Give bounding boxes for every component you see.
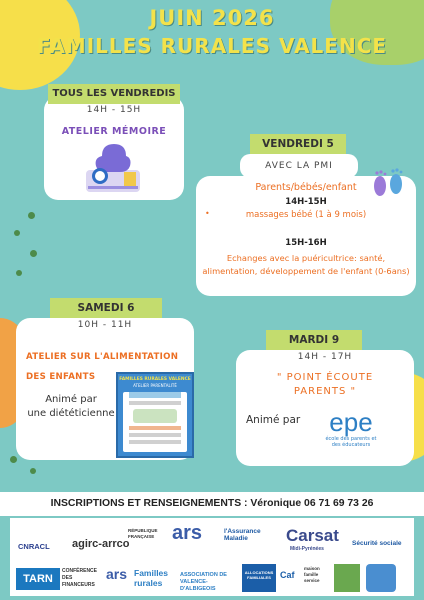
deco-dot bbox=[28, 212, 35, 219]
tag-friday-5: VENDREDI 5 bbox=[250, 134, 346, 154]
deco-dot bbox=[10, 456, 17, 463]
association-valence-logo: ASSOCIATION DE VALENCE-D'ALBIGEOIS bbox=[180, 572, 227, 592]
flyer-title: FAMILLES RURALES VALENCE bbox=[119, 377, 191, 382]
saturday-6-host-line2: une diététicienne bbox=[27, 408, 115, 419]
tarn-logo: TARN bbox=[16, 568, 60, 590]
flyer-subtitle: ATELIER PARENTALITÉ bbox=[133, 383, 177, 388]
green-partner-logo bbox=[334, 564, 360, 592]
friday-5-slot2-text: Echanges avec la puéricultrice: santé, alimentation, développement de l'enfant (0-6ans) bbox=[202, 253, 410, 276]
blue-partner-logo bbox=[366, 564, 396, 592]
carsat-logo: Carsat bbox=[286, 526, 339, 545]
ars-logo: ars bbox=[172, 522, 203, 544]
saturday-6-time: 10H - 11H bbox=[77, 320, 133, 330]
ars-logo-2: ars bbox=[106, 566, 128, 582]
page-subtitle: FAMILLES RURALES VALENCE bbox=[36, 34, 388, 58]
deco-dot bbox=[16, 270, 22, 276]
tuesday-9-activity-line2: PARENTS " bbox=[293, 386, 357, 397]
familles-rurales-logo: Familles rurales bbox=[134, 568, 169, 588]
flyer-body bbox=[123, 392, 187, 452]
contact-banner: INSCRIPTIONS ET RENSEIGNEMENTS : Véronique 06 71 69 73 26 bbox=[0, 492, 424, 516]
saturday-6-activity-line1: ATELIER SUR L'ALIMENTATION bbox=[26, 352, 179, 362]
friday-5-slot1-bullet: • bbox=[205, 209, 210, 218]
page-title: JUIN 2026 bbox=[149, 6, 275, 30]
saturday-6-host-line1: Animé par bbox=[45, 394, 97, 405]
securite-sociale-logo: Sécurité sociale bbox=[352, 540, 402, 547]
agirc-arrco-logo: agirc-arrco bbox=[72, 538, 130, 550]
tag-saturday-6: SAMEDI 6 bbox=[50, 298, 162, 318]
epe-logo-text: epe bbox=[329, 407, 373, 437]
epe-logo-caption: école des parents et des éducateurs bbox=[325, 436, 377, 448]
friday-5-audience: Parents/bébés/enfant bbox=[255, 182, 357, 193]
tuesday-9-host: Animé par bbox=[246, 414, 301, 426]
conference-financeurs-logo: CONFÉRENCE DES FINANCEURS bbox=[62, 568, 98, 588]
maison-famille-logo: maison famille service bbox=[304, 566, 320, 583]
cnracl-logo: CNRACL bbox=[18, 542, 50, 551]
partner-logos bbox=[10, 518, 414, 596]
allocations-familiales-logo: ALLOCATIONS FAMILIALES bbox=[242, 564, 276, 592]
saturday-6-flyer bbox=[116, 372, 194, 458]
deco-dot bbox=[14, 230, 20, 236]
assurance-maladie-logo: l'Assurance Maladie bbox=[224, 528, 261, 542]
tuesday-9-activity-line1: " POINT ÉCOUTE bbox=[276, 372, 374, 383]
friday-5-subtitle: AVEC LA PMI bbox=[265, 161, 333, 171]
weekly-friday-activity: ATELIER MÉMOIRE bbox=[61, 126, 167, 137]
deco-dot bbox=[30, 468, 36, 474]
saturday-6-activity-line2: DES ENFANTS bbox=[26, 372, 96, 382]
friday-5-slot2-time: 15H-16H bbox=[285, 238, 327, 248]
friday-5-slot1-time: 14H-15H bbox=[285, 197, 327, 207]
weekly-friday-time: 14H - 15H bbox=[86, 105, 142, 115]
tag-weekly-friday: TOUS LES VENDREDIS bbox=[48, 84, 180, 104]
memory-brain-illustration bbox=[80, 142, 146, 194]
tag-tuesday-9: MARDI 9 bbox=[266, 330, 362, 350]
carsat-sub-logo: Midi-Pyrénées bbox=[290, 546, 324, 552]
epe-logo bbox=[322, 408, 380, 452]
tuesday-9-time: 14H - 17H bbox=[297, 352, 353, 362]
caf-logo: Caf bbox=[280, 570, 295, 580]
friday-5-slot1-item: massages bébé (1 à 9 mois) bbox=[245, 210, 367, 220]
deco-dot bbox=[30, 250, 37, 257]
republique-logo: RÉPUBLIQUE FRANÇAISE bbox=[128, 528, 158, 539]
